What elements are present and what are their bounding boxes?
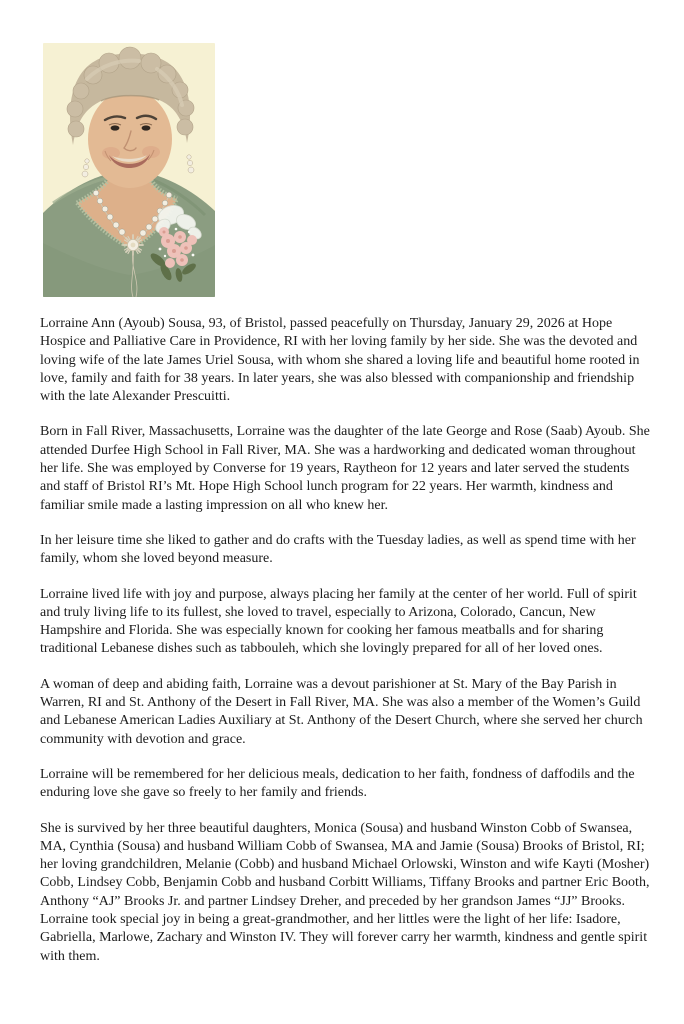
obituary-paragraph-2: Born in Fall River, Massachusetts, Lorraine was the daughter of the late George and Rose (Saab) Ayoub. She attended Durfee High School in Fall River, MA. She was a hardworking and dedicated woman throughout her life. She was employed by Converse for 19 years, Raytheon for 12 years and later served the students and staff of Bristol RI’s Mt. Hope High School lunch program for 22 years. Her warmth, kindness and familiar smile made a lasting impression on all who knew her. xyxy=(40,424,650,513)
obituary-paragraph-1: Lorraine Ann (Ayoub) Sousa, 93, of Bristol, passed peacefully on Thursday, January 29, 2026 at Hope Hospice and Palliative Care in Providence, RI with her loving family by her side. She was the devoted and loving wife of the late James Uriel Sousa, with whom she shared a loving life and beautiful home rooted in love, family and faith for 38 years. In later years, she was also blessed with companionship and friendship with the late Alexander Prescuitti. xyxy=(40,316,640,405)
obituary-paragraph-7: She is survived by her three beautiful daughters, Monica (Sousa) and husband Winston Cobb of Swansea, MA, Cynthia (Sousa) and husband William Cobb of Swansea, MA and Jamie (Sousa) Brooks of Bristol, RI; her loving grandchildren, Melanie (Cobb) and husband Michael Orlowski, Winston and wife Kayti (Mosher) Cobb, Lindsey Cobb, Benjamin Cobb and husband Corbitt Williams, Tiffany Brooks and partner Eric Booth, Anthony “AJ” Brooks Jr. and partner Lindsey Dreher, and preceded by her grandson James “JJ” Brooks. Lorraine took special joy in being a great-grandmother, and her littles were the light of her life: Isadore, Gabriella, Marlowe, Zachary and Winston IV. They will forever carry her warmth, kindness and gentle spirit with them. xyxy=(40,820,650,964)
obituary-paragraph-4: Lorraine lived life with joy and purpose, always placing her family at the center of her world. Full of spirit and truly living life to its fullest, she loved to travel, especially to Arizona, Colorado, Cancun, New Hampshire and Florida. She was especially known for cooking her famous meatballs and for sharing traditional Lebanese dishes such as tabbouleh, which she lovingly prepared for all of her loved ones. xyxy=(40,586,637,657)
obituary-text xyxy=(40,315,650,983)
obituary-paragraph-3: In her leisure time she liked to gather and do crafts with the Tuesday ladies, as well as spend time with her family, whom she loved beyond measure. xyxy=(40,532,636,567)
portrait-photo xyxy=(43,43,215,297)
portrait-photo-illustration xyxy=(43,43,215,297)
obituary-paragraph-5: A woman of deep and abiding faith, Lorraine was a devout parishioner at St. Mary of the Bay Parish in Warren, RI and St. Anthony of the Desert in Fall River, MA. She was also a member of the Women’s Guild and Lebanese American Ladies Auxiliary at St. Anthony of the Desert Church, where she served her church community with devotion and grace. xyxy=(40,676,643,747)
obituary-paragraph-6: Lorraine will be remembered for her delicious meals, dedication to her faith, fondness of daffodils and the enduring love she gave so freely to her family and friends. xyxy=(40,766,635,801)
